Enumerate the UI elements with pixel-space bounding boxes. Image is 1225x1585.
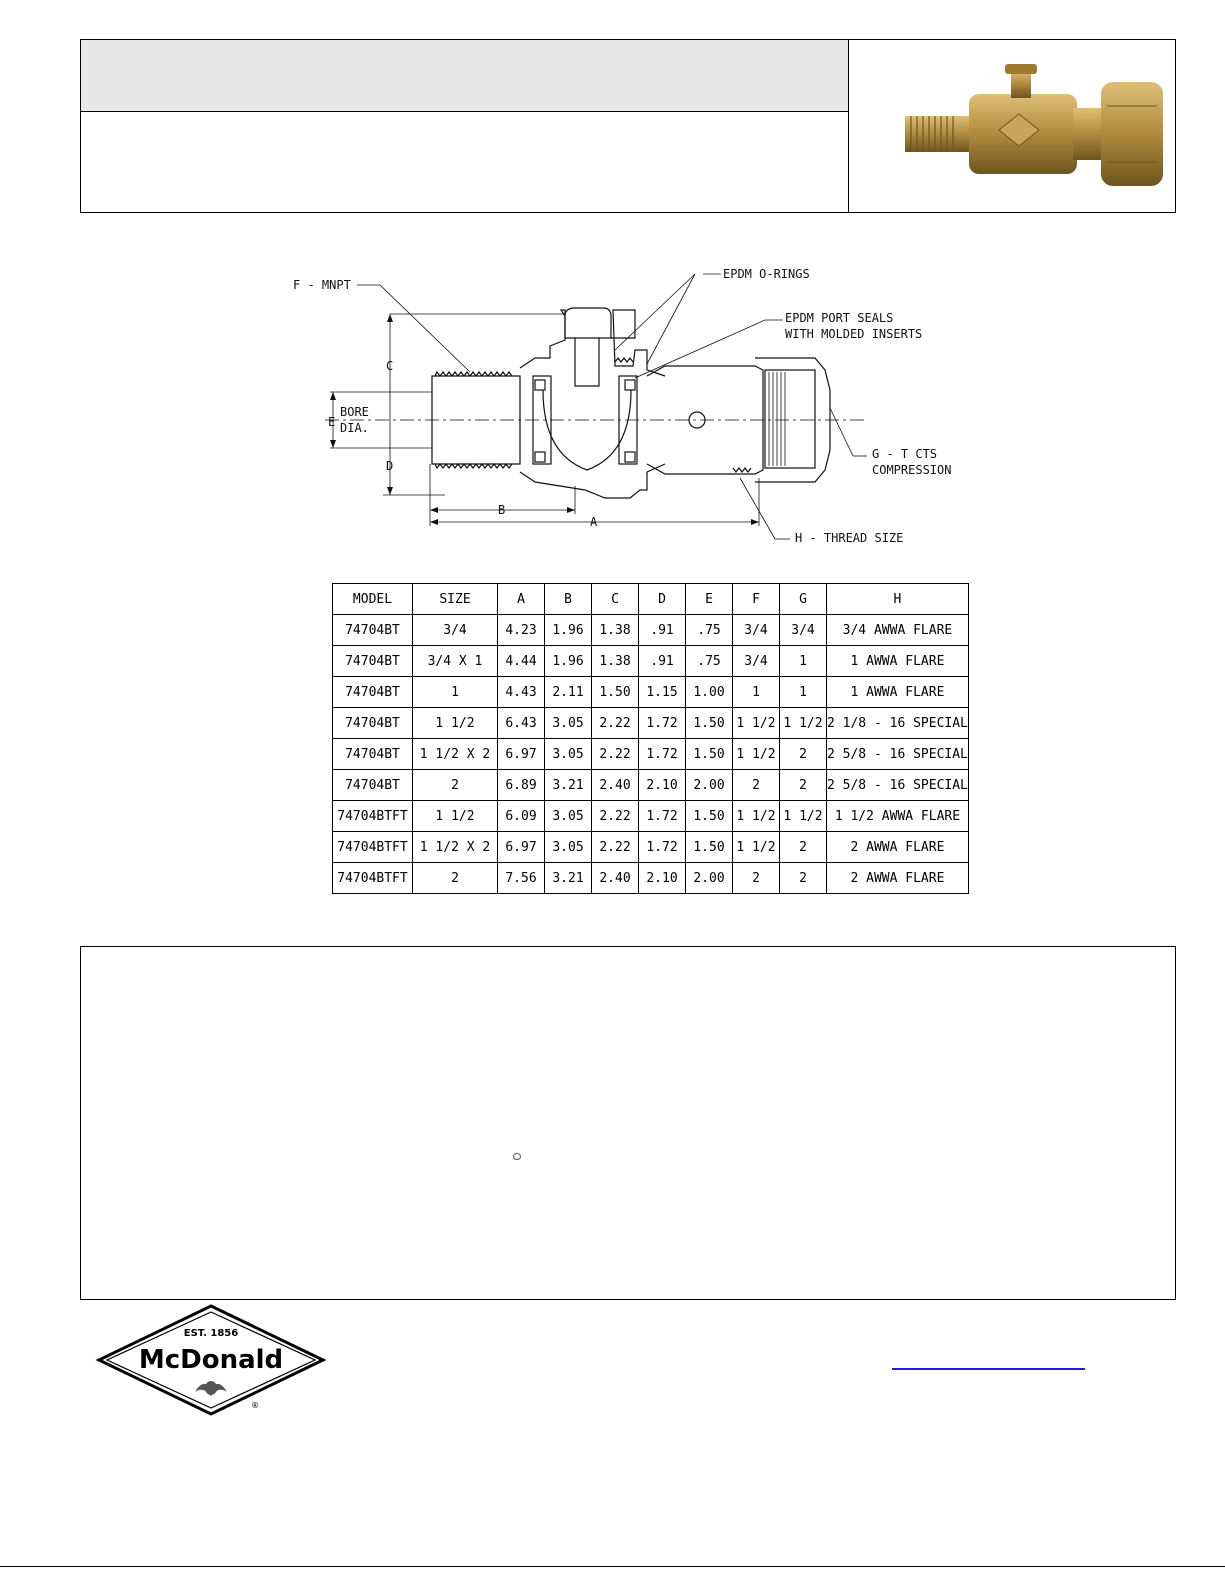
dim-b-label: B — [498, 503, 506, 517]
table-cell-d: 1.72 — [639, 739, 686, 770]
label-epdm-orings: EPDM O-RINGS — [723, 267, 810, 281]
table-cell-c: 2.40 — [592, 863, 639, 894]
table-cell-model: 74704BT — [333, 770, 413, 801]
header-box — [80, 39, 1176, 213]
table-cell-model: 74704BT — [333, 646, 413, 677]
table-cell-d: 2.10 — [639, 863, 686, 894]
table-row — [333, 863, 969, 894]
table-cell-a: 4.43 — [498, 677, 545, 708]
table-cell-a: 6.09 — [498, 801, 545, 832]
table-row — [333, 708, 969, 739]
table-cell-e: 2.00 — [686, 770, 733, 801]
table-cell-g: 2 — [780, 832, 827, 863]
table-cell-c: 1.38 — [592, 615, 639, 646]
table-cell-size: 1 1/2 — [413, 801, 498, 832]
table-cell-model: 74704BTFT — [333, 801, 413, 832]
table-cell-g: 1 — [780, 646, 827, 677]
table-cell-size: 1 1/2 X 2 — [413, 739, 498, 770]
label-h-thread: H - THREAD SIZE — [795, 531, 904, 545]
table-cell-a: 4.23 — [498, 615, 545, 646]
col-f: F — [733, 584, 780, 615]
table-cell-size: 3/4 — [413, 615, 498, 646]
col-c: C — [592, 584, 639, 615]
cross-section-drawing — [285, 258, 975, 558]
bore-dia-label: DIA. — [340, 421, 369, 435]
table-cell-d: 1.72 — [639, 801, 686, 832]
table-cell-d: 1.15 — [639, 677, 686, 708]
logo-est: EST. 1856 — [183, 1328, 239, 1339]
table-cell-f: 2 — [733, 770, 780, 801]
table-row — [333, 646, 969, 677]
table-cell-h: 2 AWWA FLARE — [827, 832, 969, 863]
dim-d-label: D — [386, 459, 394, 473]
table-cell-a: 6.89 — [498, 770, 545, 801]
table-header-row — [333, 584, 969, 615]
table-cell-b: 1.96 — [545, 615, 592, 646]
label-compression: COMPRESSION — [872, 463, 952, 477]
label-epdm-port-seals: EPDM PORT SEALS — [785, 311, 894, 325]
table-row — [333, 677, 969, 708]
table-cell-e: 1.50 — [686, 832, 733, 863]
table-cell-c: 2.22 — [592, 832, 639, 863]
title-band — [81, 40, 848, 112]
table-cell-h: 3/4 AWWA FLARE — [827, 615, 969, 646]
table-row — [333, 832, 969, 863]
header-divider — [848, 40, 849, 212]
table-cell-f: 1 1/2 — [733, 708, 780, 739]
table-cell-size: 1 1/2 X 2 — [413, 832, 498, 863]
table-row — [333, 739, 969, 770]
table-cell-size: 2 — [413, 863, 498, 894]
table-cell-e: .75 — [686, 615, 733, 646]
table-cell-a: 6.97 — [498, 832, 545, 863]
label-molded-inserts: WITH MOLDED INSERTS — [785, 327, 923, 341]
table-cell-model: 74704BT — [333, 677, 413, 708]
table-cell-f: 1 1/2 — [733, 739, 780, 770]
table-cell-e: 1.50 — [686, 739, 733, 770]
table-cell-g: 3/4 — [780, 615, 827, 646]
table-cell-b: 1.96 — [545, 646, 592, 677]
table-cell-b: 3.05 — [545, 708, 592, 739]
degree-mark — [513, 1153, 521, 1160]
table-cell-c: 2.22 — [592, 801, 639, 832]
col-b: B — [545, 584, 592, 615]
table-cell-size: 1 1/2 — [413, 708, 498, 739]
col-e: E — [686, 584, 733, 615]
table-cell-model: 74704BTFT — [333, 863, 413, 894]
table-row — [333, 615, 969, 646]
product-photo — [893, 48, 1173, 208]
table-cell-g: 1 1/2 — [780, 801, 827, 832]
col-h: H — [827, 584, 969, 615]
table-cell-g: 2 — [780, 739, 827, 770]
table-cell-g: 1 1/2 — [780, 708, 827, 739]
subtitle-band — [81, 112, 848, 213]
dim-c-label: C — [386, 359, 394, 373]
table-cell-e: .75 — [686, 646, 733, 677]
table-cell-c: 2.22 — [592, 739, 639, 770]
table-cell-f: 1 1/2 — [733, 832, 780, 863]
table-row — [333, 770, 969, 801]
table-cell-c: 2.40 — [592, 770, 639, 801]
label-f-mnpt: F - MNPT — [293, 278, 351, 292]
table-cell-e: 1.00 — [686, 677, 733, 708]
dim-e-label: E — [328, 415, 336, 429]
table-cell-h: 2 AWWA FLARE — [827, 863, 969, 894]
table-cell-f: 3/4 — [733, 615, 780, 646]
table-cell-a: 6.43 — [498, 708, 545, 739]
dimensions-table — [332, 583, 969, 894]
table-cell-model: 74704BT — [333, 615, 413, 646]
table-cell-c: 1.50 — [592, 677, 639, 708]
bore-label: BORE — [340, 405, 369, 419]
table-cell-d: 2.10 — [639, 770, 686, 801]
table-cell-b: 3.05 — [545, 739, 592, 770]
table-cell-h: 2 5/8 - 16 SPECIAL — [827, 770, 969, 801]
table-cell-f: 1 — [733, 677, 780, 708]
table-cell-d: 1.72 — [639, 708, 686, 739]
table-cell-g: 2 — [780, 770, 827, 801]
table-cell-h: 2 5/8 - 16 SPECIAL — [827, 739, 969, 770]
table-row — [333, 801, 969, 832]
table-cell-b: 3.21 — [545, 770, 592, 801]
table-cell-h: 2 1/8 - 16 SPECIAL — [827, 708, 969, 739]
table-cell-b: 3.05 — [545, 832, 592, 863]
table-cell-d: 1.72 — [639, 832, 686, 863]
table-cell-g: 1 — [780, 677, 827, 708]
table-cell-d: .91 — [639, 615, 686, 646]
table-cell-b: 3.05 — [545, 801, 592, 832]
table-cell-b: 3.21 — [545, 863, 592, 894]
table-cell-f: 3/4 — [733, 646, 780, 677]
table-cell-model: 74704BT — [333, 739, 413, 770]
table-cell-model: 74704BTFT — [333, 832, 413, 863]
registered-mark: ® — [251, 1401, 259, 1410]
col-a: A — [498, 584, 545, 615]
table-cell-a: 7.56 — [498, 863, 545, 894]
logo-brand: McDonald — [138, 1345, 284, 1375]
table-cell-a: 6.97 — [498, 739, 545, 770]
table-cell-c: 1.38 — [592, 646, 639, 677]
table-cell-a: 4.44 — [498, 646, 545, 677]
notes-box — [80, 946, 1176, 1300]
table-cell-e: 1.50 — [686, 708, 733, 739]
table-cell-c: 2.22 — [592, 708, 639, 739]
table-cell-size: 3/4 X 1 — [413, 646, 498, 677]
table-cell-h: 1 AWWA FLARE — [827, 677, 969, 708]
col-d: D — [639, 584, 686, 615]
table-cell-b: 2.11 — [545, 677, 592, 708]
table-cell-e: 2.00 — [686, 863, 733, 894]
dim-a-label: A — [590, 515, 598, 529]
table-cell-h: 1 1/2 AWWA FLARE — [827, 801, 969, 832]
table-cell-g: 2 — [780, 863, 827, 894]
col-size: SIZE — [413, 584, 498, 615]
col-g: G — [780, 584, 827, 615]
label-g-cts: G - T CTS — [872, 447, 938, 461]
bottom-rule — [0, 1566, 1225, 1567]
table-cell-e: 1.50 — [686, 801, 733, 832]
footer-link[interactable] — [892, 1356, 1085, 1370]
table-cell-f: 1 1/2 — [733, 801, 780, 832]
col-model: MODEL — [333, 584, 413, 615]
table-cell-d: .91 — [639, 646, 686, 677]
table-cell-size: 1 — [413, 677, 498, 708]
mcdonald-logo — [95, 1304, 327, 1416]
table-cell-size: 2 — [413, 770, 498, 801]
table-cell-h: 1 AWWA FLARE — [827, 646, 969, 677]
table-cell-f: 2 — [733, 863, 780, 894]
table-cell-model: 74704BT — [333, 708, 413, 739]
